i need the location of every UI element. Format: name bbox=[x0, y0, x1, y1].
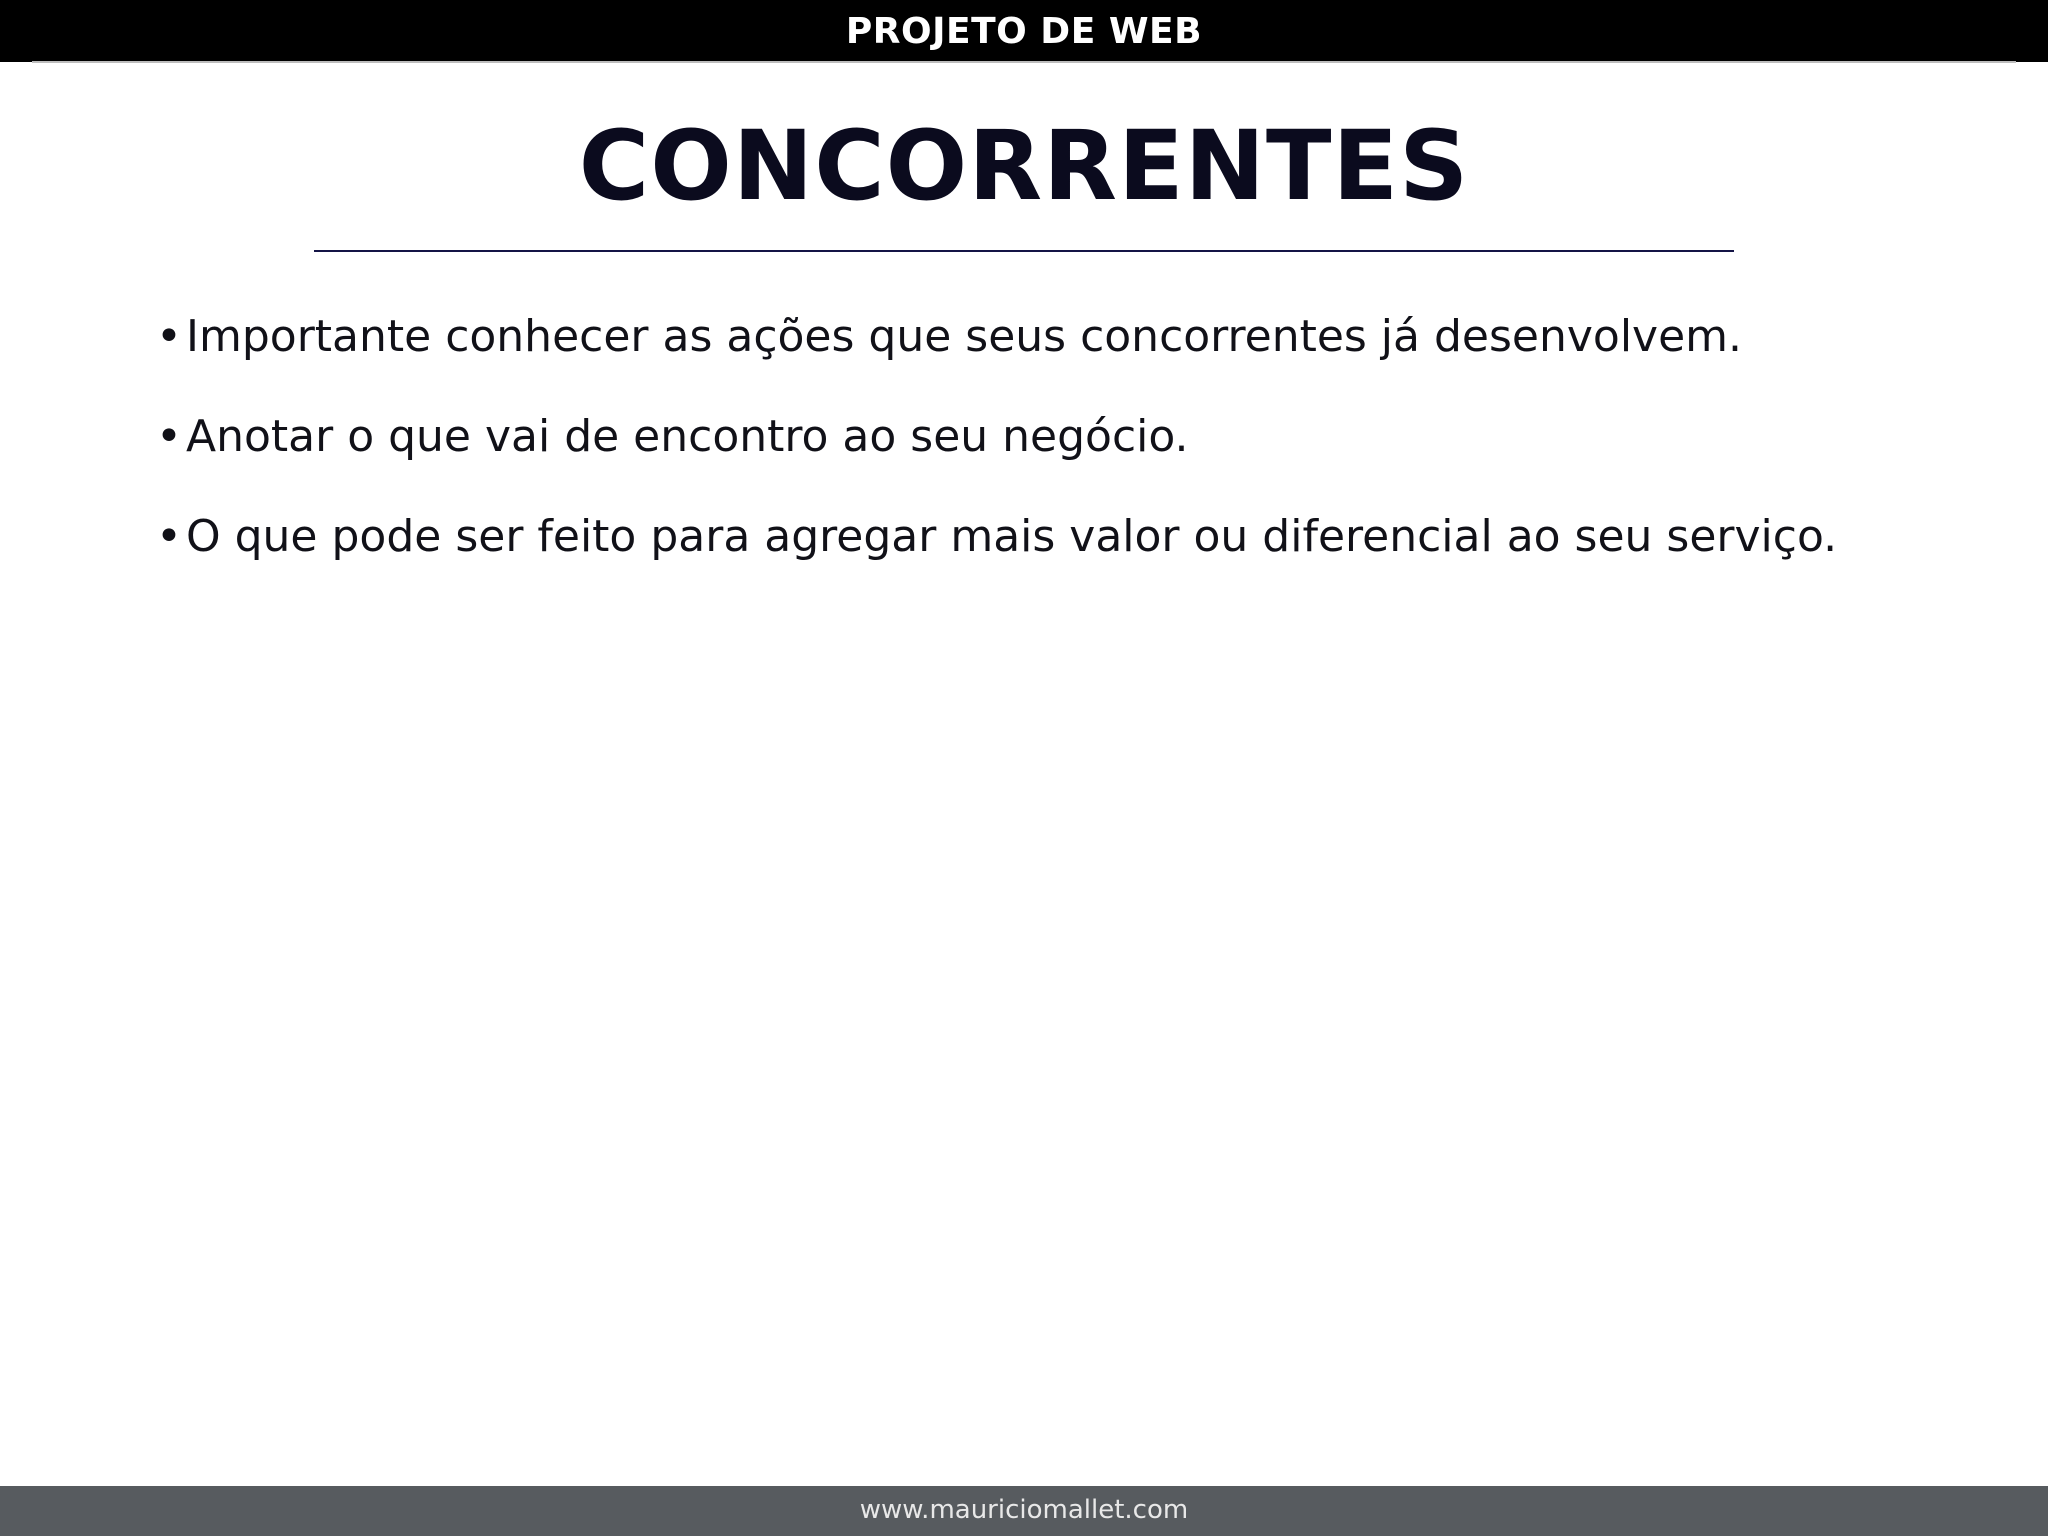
bullet-text: O que pode ser feito para agregar mais valor ou diferencial ao seu serviço. bbox=[186, 511, 1838, 562]
bullet-text: Importante conhecer as ações que seus concorrentes já desenvolvem. bbox=[186, 311, 1743, 362]
bullet-item bbox=[156, 504, 2036, 604]
bullet-item bbox=[156, 304, 2036, 404]
bullet-text: Anotar o que vai de encontro ao seu negócio. bbox=[186, 411, 1189, 462]
title-underline bbox=[314, 250, 1734, 252]
footer-url[interactable]: www.mauriciomallet.com bbox=[859, 1495, 1189, 1525]
header-label: PROJETO DE WEB bbox=[845, 11, 1203, 52]
header-divider bbox=[32, 61, 2016, 63]
slide-title: CONCORRENTES bbox=[578, 110, 1470, 222]
bullet-item bbox=[156, 404, 2036, 504]
bullet-list bbox=[156, 304, 2036, 604]
bullet-icon: • bbox=[156, 311, 182, 362]
bullet-icon: • bbox=[156, 511, 182, 562]
bullet-icon: • bbox=[156, 411, 182, 462]
